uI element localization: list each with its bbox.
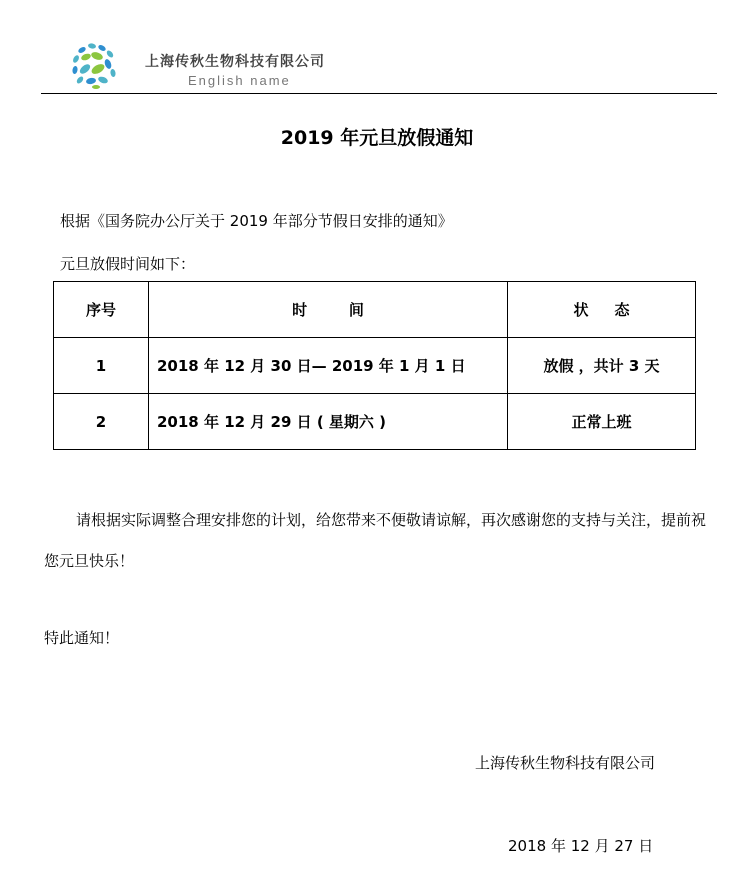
closing-line: 特此通知！ bbox=[44, 629, 120, 647]
row-time: 2018 年 12 月 30 日— 2019 年 1 月 1 日 bbox=[149, 338, 508, 394]
table-header-row bbox=[54, 282, 696, 338]
signature-company: 上海传秋生物科技有限公司 bbox=[475, 754, 656, 772]
table-row bbox=[54, 394, 696, 450]
intro-line-1: 根据《国务院办公厅关于 2019 年部分节假日安排的通知》 bbox=[60, 212, 453, 230]
leaf-globe-logo-icon bbox=[68, 40, 122, 90]
page-title: 2019 年元旦放假通知 bbox=[280, 127, 474, 149]
row-status: 放假 ，共计 3 天 bbox=[508, 338, 696, 394]
header-cell-index: 序号 bbox=[54, 282, 149, 338]
row-index: 1 bbox=[54, 338, 149, 394]
intro-line-2: 元旦放假时间如下： bbox=[60, 255, 196, 273]
header-divider bbox=[41, 93, 717, 94]
company-logo bbox=[68, 40, 122, 90]
body-paragraph: 请根据实际调整合理安排您的计划，给您带来不便敬请谅解，再次感谢您的支持与关注，提前祝您元旦快乐！ bbox=[44, 511, 707, 570]
company-name-en: English name bbox=[188, 73, 291, 88]
row-index: 2 bbox=[54, 394, 149, 450]
company-name-cn: 上海传秋生物科技有限公司 bbox=[145, 54, 325, 70]
holiday-schedule-table bbox=[53, 281, 696, 450]
row-status: 正常上班 bbox=[508, 394, 696, 450]
header-cell-time: 时 间 bbox=[149, 282, 508, 338]
row-time: 2018 年 12 月 29 日 ( 星期六 ) bbox=[149, 394, 508, 450]
table-row bbox=[54, 338, 696, 394]
signature-date: 2018 年 12 月 27 日 bbox=[508, 837, 654, 855]
header-cell-status: 状 态 bbox=[508, 282, 696, 338]
